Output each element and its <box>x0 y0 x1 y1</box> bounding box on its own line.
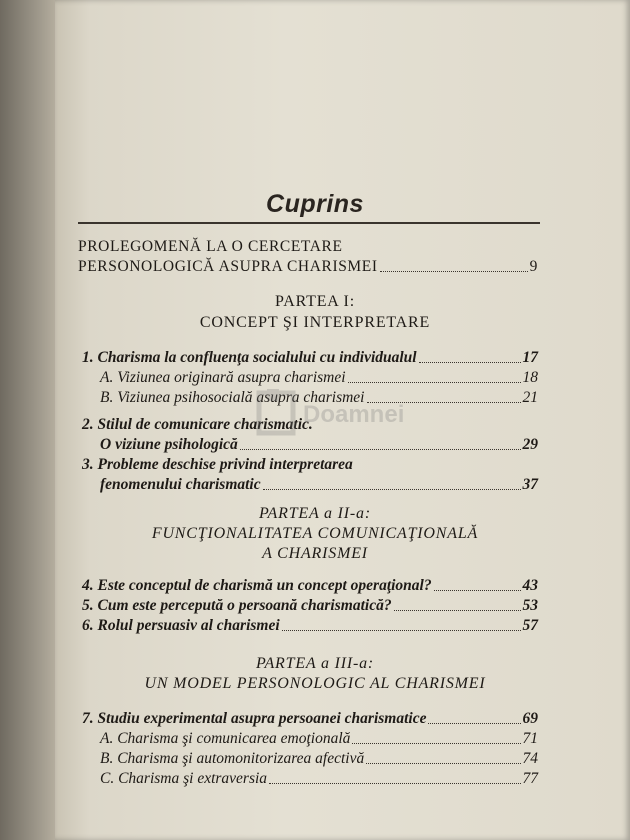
entry-page: 69 <box>522 710 538 727</box>
toc-entry-6 <box>82 617 538 635</box>
toc-entry-3 <box>100 476 538 494</box>
entry-page: 9 <box>529 258 538 275</box>
entry-text: 6. Rolul persuasiv al charismei <box>82 617 280 634</box>
entry-page: 74 <box>522 750 538 767</box>
part2-heading: PARTEA a II-a: <box>259 505 371 522</box>
entry-text: A. Viziunea originară asupra charismei <box>100 369 346 386</box>
toc-entry-7c <box>100 770 538 788</box>
part2-title-line2: A CHARISMEI <box>262 545 368 562</box>
toc-entry-1 <box>82 349 538 367</box>
toc-entry-prolegomena <box>78 258 538 276</box>
part1-heading: PARTEA I: <box>275 293 355 310</box>
leader-dots <box>282 630 521 631</box>
entry-text: B. Viziunea psihosocială asupra charismei <box>100 389 365 406</box>
entry-page: 29 <box>522 436 538 453</box>
toc-entry-2-line1: 2. Stilul de comunicare charismatic. <box>82 416 313 433</box>
part3-heading: PARTEA a III-a: <box>255 655 375 672</box>
toc-entry-7 <box>82 710 538 728</box>
leader-dots <box>394 610 521 611</box>
toc-entry-3-line1: 3. Probleme deschise privind interpretarea <box>82 456 353 473</box>
entry-text: PERSONOLOGICĂ ASUPRA CHARISMEI <box>78 258 378 275</box>
toc-entry-7a <box>100 730 538 748</box>
toc-entry-1a <box>100 369 538 387</box>
page-title: Cuprins <box>266 190 364 218</box>
entry-text: 7. Studiu experimental asupra persoanei charismatice <box>82 710 427 727</box>
toc-entry-4 <box>82 577 538 595</box>
leader-dots <box>240 449 521 450</box>
toc-entry-1b <box>100 389 538 407</box>
part2-title-line1: FUNCŢIONALITATEA COMUNICAŢIONALĂ <box>151 525 479 542</box>
part3-title: UN MODEL PERSONOLOGIC AL CHARISMEI <box>144 675 486 692</box>
entry-page: 37 <box>522 476 538 493</box>
entry-page: 17 <box>522 349 538 366</box>
entry-text: O viziune psihologică <box>100 436 238 453</box>
leader-dots <box>419 362 521 363</box>
title-rule <box>78 222 540 224</box>
toc-entry-7b <box>100 750 538 768</box>
entry-page: 71 <box>522 730 538 747</box>
leader-dots <box>366 763 520 764</box>
prolegomena-line1: PROLEGOMENĂ LA O CERCETARE <box>78 238 343 255</box>
watermark-text: Doamnei <box>303 401 405 428</box>
entry-text: B. Charisma şi automonitorizarea afectivă <box>100 750 365 767</box>
entry-text: 1. Charisma la confluenţa socialului cu individualul <box>82 349 417 366</box>
leader-dots <box>352 743 520 744</box>
leader-dots <box>428 723 520 724</box>
toc-entry-5 <box>82 597 538 615</box>
entry-text: 5. Cum este percepută o persoană charismatică? <box>82 597 392 614</box>
entry-text: C. Charisma şi extraversia <box>100 770 268 787</box>
part1-title: CONCEPT ŞI INTERPRETARE <box>199 314 431 331</box>
entry-text: fenomenului charismatic <box>100 476 261 493</box>
leader-dots <box>434 590 521 591</box>
entry-text: A. Charisma şi comunicarea emoţională <box>100 730 351 747</box>
entry-page: 53 <box>522 597 538 614</box>
toc-entry-2 <box>100 436 538 454</box>
entry-page: 43 <box>522 577 538 594</box>
entry-page: 21 <box>522 389 538 406</box>
entry-page: 77 <box>522 770 538 787</box>
leader-dots <box>348 382 521 383</box>
entry-text: 4. Este conceptul de charismă un concept operaţional? <box>82 577 432 594</box>
leader-dots <box>269 783 520 784</box>
leader-dots <box>263 489 521 490</box>
leader-dots <box>380 271 528 272</box>
leader-dots <box>367 402 521 403</box>
entry-page: 57 <box>522 617 538 634</box>
book-spine-shadow <box>0 0 62 840</box>
entry-page: 18 <box>522 369 538 386</box>
